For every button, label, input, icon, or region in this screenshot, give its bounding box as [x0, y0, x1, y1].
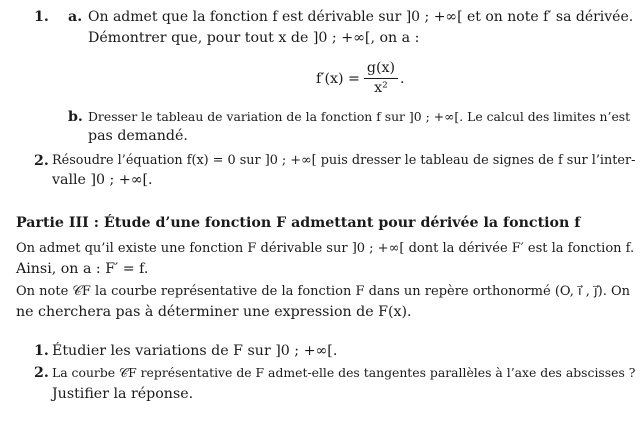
formula-fraction [364, 60, 398, 97]
question-2-line2: valle ]0 ; +∞[. [52, 172, 153, 188]
formula-denominator: x² [374, 80, 388, 96]
part-3-question-2-line2: Justifier la réponse. [52, 386, 194, 402]
question-2-line1: Résoudre l’équation f(x) = 0 sur ]0 ; +∞[ puis dresser le tableau de signes de f sur l’inter- [52, 153, 636, 168]
part-3-question-1-number: 1. [34, 343, 49, 359]
part-3-paragraph-2-line1 [16, 283, 630, 301]
formula-period: . [400, 71, 405, 87]
part-3-title: Partie III : Étude d’une fonction F admettant pour dérivée la fonction f [16, 215, 581, 231]
formula-lhs: f′(x) = [316, 71, 360, 87]
part-3-question-2-line1: La courbe 𝒞F représentative de F admet-elle des tangentes parallèles à l’axe des abscisses ? [52, 365, 636, 380]
part-3-paragraph-1-line2: Ainsi, on a : F′ = f. [16, 261, 149, 277]
fraction-bar [364, 78, 398, 79]
formula-numerator: g(x) [366, 60, 396, 76]
question-1a-line1: On admet que la fonction f est dérivable sur ]0 ; +∞[ et on note f′ sa dérivée. [88, 9, 634, 25]
question-2-number: 2. [34, 153, 49, 169]
part-3-paragraph-2-end: . On [602, 284, 631, 299]
part-3-question-2-number: 2. [34, 365, 49, 381]
orthonormal-frame: (O, ı⃗ , ȷ⃗) [554, 284, 603, 299]
part-3-paragraph-2-line2: ne cherchera pas à déterminer une expression de F(x). [16, 304, 412, 320]
question-1a-line2: Démontrer que, pour tout x de ]0 ; +∞[, on a : [88, 30, 420, 46]
question-1a-label: a. [68, 9, 83, 25]
part-3-paragraph-2-start: On note 𝒞F la courbe représentative de la fonction F dans un repère orthonormé [16, 284, 551, 299]
question-1b-line2: pas demandé. [88, 128, 188, 144]
question-1-number: 1. [34, 9, 49, 25]
part-3-question-1-text: Étudier les variations de F sur ]0 ; +∞[. [52, 343, 338, 359]
part-3-paragraph-1-line1: On admet qu’il existe une fonction F dérivable sur ]0 ; +∞[ dont la dérivée F′ est la fonction f. [16, 241, 635, 256]
question-1b-label: b. [68, 109, 83, 125]
question-1b-line1: Dresser le tableau de variation de la fonction f sur ]0 ; +∞[. Le calcul des limites n’est [88, 109, 631, 124]
